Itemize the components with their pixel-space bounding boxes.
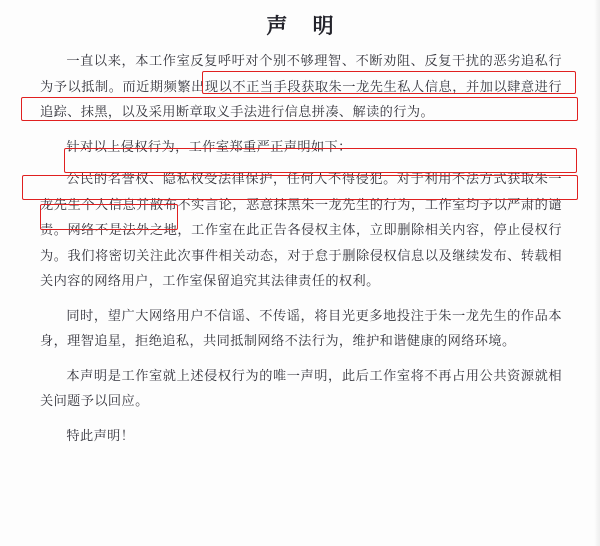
paragraph-4: 同时，望广大网络用户不信谣、不传谣，将目光更多地投注于朱一龙先生的作品本身，理智追星，拒绝追私，共同抵制网络不法行为，维护和谐健康的网络环境。 [40,307,562,348]
paragraph-1: 一直以来，本工作室反复呼吁对个别不够理智、不断劝阻、反复干扰的恶劣追私行为予以抵制。而近期频繁出现以不正当手段获取朱一龙先生私人信息，并加以肆意进行追踪、抹黑，以及采用断章取义手法进行信息拼凑、解读的行为。 [40,53,562,119]
paragraph-2: 针对以上侵权行为，工作室郑重严正声明如下： [66,138,352,154]
page-edge-shadow [594,0,600,546]
paragraph-6: 特此声明！ [66,427,135,443]
page-title: 声 明 [266,14,344,38]
paragraph-3: 公民的名誉权、隐私权受法律保护，任何人不得侵犯。对于利用不法方式获取朱一龙先生个人信息并散布不实言论，恶意抹黑朱一龙先生的行为，工作室均予以严肃的谴责。网络不是法外之地，工作室在此正告各侵权主体，立即删除相关内容，停止侵权行为。我们将密切关注此次事件相关动态，对于怠于删除侵权信息以及继续发布、转载相关内容的网络用户，工作室保留追究其法律责任的权利。 [40,171,562,288]
paragraph-5: 本声明是工作室就上述侵权行为的唯一声明，此后工作室将不再占用公共资源就相关问题予以回应。 [40,367,562,408]
document-body [0,48,600,448]
